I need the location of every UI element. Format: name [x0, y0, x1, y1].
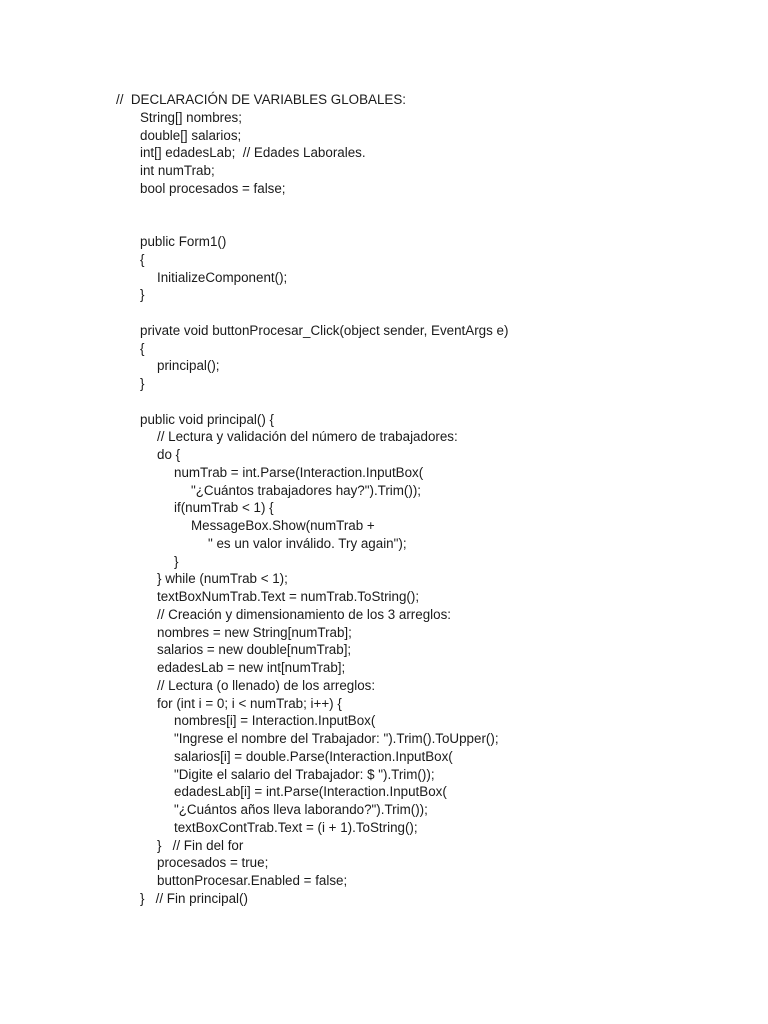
code-line: { [140, 251, 145, 267]
code-line: InitializeComponent(); [157, 269, 288, 285]
code-line: // DECLARACIÓN DE VARIABLES GLOBALES: [116, 92, 406, 107]
code-line: } [140, 376, 145, 391]
code-line: MessageBox.Show(numTrab + [191, 518, 375, 533]
code-line: " es un valor inválido. Try again"); [208, 535, 407, 551]
code-line: edadesLab[i] = int.Parse(Interaction.InputBox( [174, 784, 447, 800]
code-line: // Lectura (o llenado) de los arreglos: [157, 677, 376, 693]
code-line: int numTrab; [140, 163, 215, 178]
blank-line [116, 393, 756, 411]
code-line: } // Fin principal() [140, 890, 248, 906]
code-line: public void principal() { [140, 411, 274, 427]
code-line: "Ingrese el nombre del Trabajador: ").Trim().ToUpper(); [174, 731, 499, 746]
code-line: private void buttonProcesar_Click(object sender, EventArgs e) [140, 322, 509, 338]
blank-line [116, 198, 756, 216]
code-line: do { [157, 447, 181, 462]
code-line: edadesLab = new int[numTrab]; [157, 660, 346, 675]
code-line: // Lectura y validación del número de trabajadores: [157, 429, 458, 445]
code-line: public Form1() [140, 234, 227, 249]
code-line: "Digite el salario del Trabajador: $ ").Trim()); [174, 766, 435, 782]
code-line: textBoxContTrab.Text = (i + 1).ToString(); [174, 819, 418, 835]
code-line: "¿Cuántos años lleva laborando?").Trim()); [174, 802, 428, 817]
code-line: buttonProcesar.Enabled = false; [157, 873, 348, 888]
code-line: procesados = true; [157, 855, 269, 871]
code-line: } [140, 287, 145, 303]
code-line: textBoxNumTrab.Text = numTrab.ToString(); [157, 589, 420, 604]
code-line: if(numTrab < 1) { [174, 500, 274, 516]
code-line: salarios = new double[numTrab]; [157, 642, 352, 658]
blank-line [116, 304, 756, 322]
code-line: } [174, 553, 179, 569]
code-line: bool procesados = false; [140, 180, 286, 196]
code-line: // Creación y dimensionamiento de los 3 arreglos: [157, 606, 451, 622]
blank-line [116, 215, 756, 233]
code-line: String[] nombres; [140, 109, 242, 125]
code-line: nombres = new String[numTrab]; [157, 624, 352, 640]
code-line: double[] salarios; [140, 127, 242, 143]
code-listing [116, 91, 756, 908]
code-line: } // Fin del for [157, 837, 244, 853]
code-line: numTrab = int.Parse(Interaction.InputBox( [174, 464, 424, 480]
code-line: } while (numTrab < 1); [157, 571, 288, 587]
code-line: int[] edadesLab; // Edades Laborales. [140, 145, 366, 161]
code-line: nombres[i] = Interaction.InputBox( [174, 713, 376, 729]
code-line: for (int i = 0; i < numTrab; i++) { [157, 695, 342, 711]
code-line: salarios[i] = double.Parse(Interaction.InputBox( [174, 748, 453, 764]
code-line: { [140, 340, 145, 356]
code-line: principal(); [157, 358, 220, 374]
code-line: "¿Cuántos trabajadores hay?").Trim()); [191, 482, 422, 498]
